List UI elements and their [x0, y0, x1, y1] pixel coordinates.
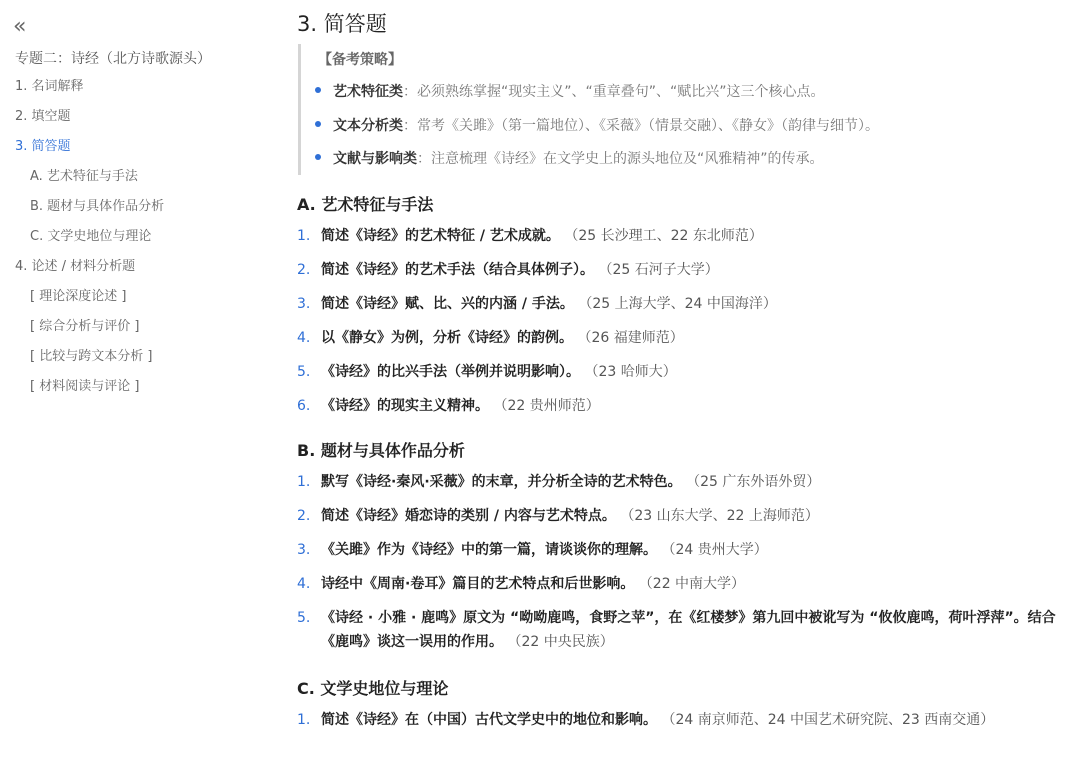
toc-item-noun-explanation[interactable]: 1. 名词解释 [15, 79, 84, 94]
section-heading: 3. 简答题 [297, 12, 387, 36]
toc-item-essay-material[interactable]: 4. 论述 / 材料分析题 [15, 259, 136, 274]
bullet-icon [315, 154, 321, 160]
toc-item-material-reading[interactable]: [ 材料阅读与评论 ] [30, 379, 140, 394]
bullet-icon [315, 87, 321, 93]
subsection-heading-a: A. 艺术特征与手法 [297, 195, 434, 214]
main-content: 3. 简答题 【备考策略】 艺术特征类：必须熟练掌握“现实主义”、“重章叠句”、“赋比兴”这三个核心点。 文本分析类：常考《关雎》（第一篇地位）、《采薇》（情景交融）、《静女》（韵律与细节）。 文献与影响类：注意梳理《诗经》在文学史上的源头地位及“风雅精神”的传承。 A. 艺术特征与手法 1. 简述《诗经》的艺术特征 / 艺术成就。 （25 长沙理工、22 东北师范） 2. 简述《诗经》的艺术手法（结合具体例子）。 （25 石河子大学） 3. 简述《诗经》赋、比、兴的内涵 / 手法。 （25 上海大学、24 中国海洋） 4. 以《静女》为例，分析《诗经》的韵例。 （26 福建师范） 5. 《诗经》的比兴手法（举例并说明影响）。 （23 哈师大） 6. 《诗经》的现实主义精神。 （22 贵州师范） B. 题材与具体作品分析 1. 默写《诗经·秦风·采薇》的末章，并分析全诗的艺术特色。 （25 广东外语外贸） 2. 简述《诗经》婚恋诗的类别 / 内容与艺术特点。 （23 山东大学、22 上海师范） 3. 《关雎》作为《诗经》中的第一篇，请谈谈你的理解。 （24 贵州大学） 4. 诗经中《周南·卷耳》篇目的艺术特点和后世影响。 （22 中南大学） 5. 《诗经 · 小雅 · 鹿鸣》原文为 “呦呦鹿鸣，食野之苹”，在《红楼梦》第九回中被讹写为 “攸攸鹿鸣，荷叶浮萍”。结合《鹿鸣》谈这一误用的作用。 （22 中央民族） C. 文学史地位与理论 1. 简述《诗经》在（中国）古代文学史中的地位和影响。 （24 南京师范、24 中国艺术研究院、23 西南交通） [297, 0, 1067, 764]
subsection-heading-c: C. 文学史地位与理论 [297, 679, 449, 698]
collapse-sidebar-icon[interactable]: « [13, 14, 23, 39]
bullet-icon [315, 121, 321, 127]
strategy-item: 文本分析类：常考《关雎》（第一篇地位）、《采薇》（情景交融）、《静女》（韵律与细节）。 [315, 116, 879, 136]
sidebar-toc [0, 0, 270, 764]
toc-item-short-answer[interactable]: 3. 简答题 [15, 139, 71, 154]
strategy-callout [298, 44, 898, 175]
toc-item-comparison[interactable]: [ 比较与跨文本分析 ] [30, 349, 153, 364]
toc-item-literary-status[interactable]: C. 文学史地位与理论 [30, 229, 152, 244]
toc-item-comprehensive-analysis[interactable]: [ 综合分析与评价 ] [30, 319, 140, 334]
toc-item-fill-blank[interactable]: 2. 填空题 [15, 109, 71, 124]
callout-title: 【备考策略】 [318, 52, 402, 68]
toc-item-subject-analysis[interactable]: B. 题材与具体作品分析 [30, 199, 165, 214]
strategy-item: 艺术特征类：必须熟练掌握“现实主义”、“重章叠句”、“赋比兴”这三个核心点。 [315, 82, 825, 102]
subsection-heading-b: B. 题材与具体作品分析 [297, 441, 465, 460]
toc-item-theory-essay[interactable]: [ 理论深度论述 ] [30, 289, 127, 304]
strategy-item: 文献与影响类：注意梳理《诗经》在文学史上的源头地位及“风雅精神”的传承。 [315, 149, 824, 169]
toc-title[interactable]: 专题二：诗经（北方诗歌源头） [15, 51, 211, 67]
toc-item-art-features[interactable]: A. 艺术特征与手法 [30, 169, 138, 184]
